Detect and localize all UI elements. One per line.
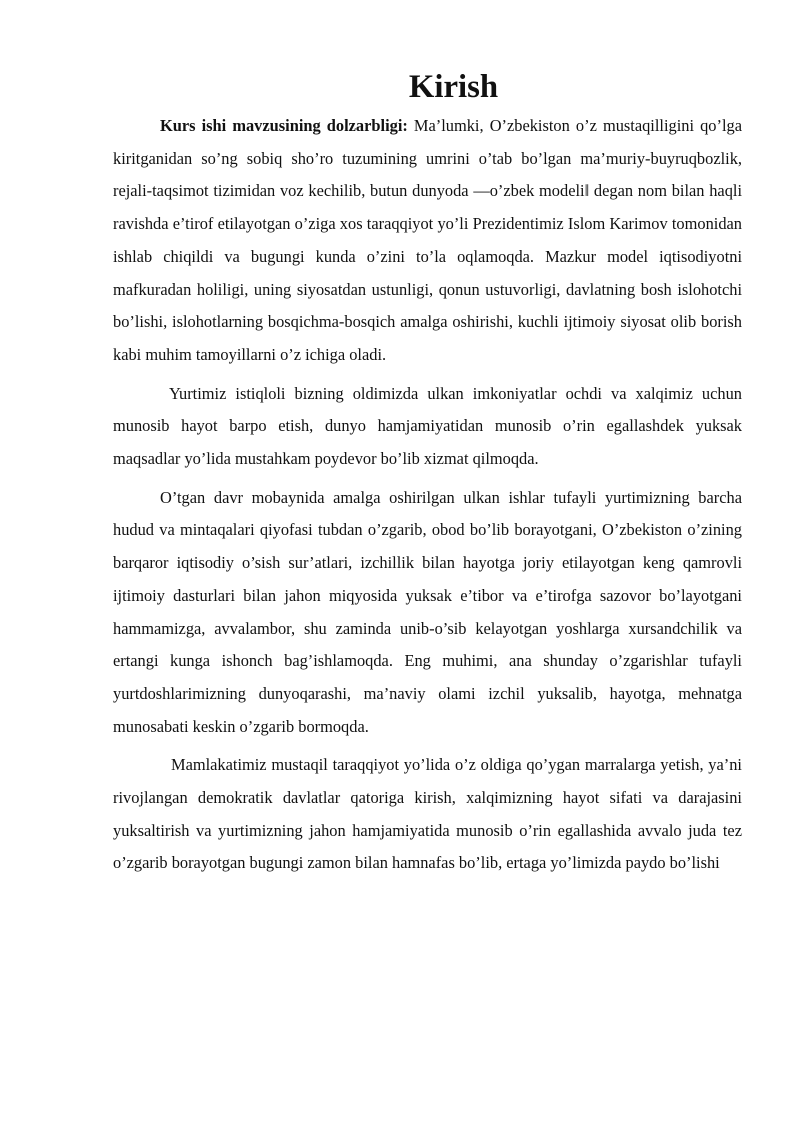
document-page <box>113 70 742 880</box>
paragraph-text: Mamlakatimiz mustaqil taraqqiyot yo’lida o’z oldiga qo’ygan marralarga yetish, ya’ni rivojlangan demokratik davlatlar qatoriga kirish, xalqimizning hayot sifati va darajasini yuksaltirish va yurtimizning jahon hamjamiyatida munosib o’rin egallashida avvalo juda tez o’zgarib borayotgan bugungi zamon bilan hamnafas bo’lib, ertaga yo’limizda paydo bo’lishi <box>113 755 742 873</box>
paragraph-relevance <box>113 110 742 372</box>
paragraph-text: Ma’lumki, O’zbekiston o’z mustaqilligini qo’lga kiritganidan so’ng sobiq sho’ro tuzumining umrini o’tab bo’lgan ma’muriy-buyruqbozlik, rejali-taqsimot tizimidan voz kechilib, butun dunyoda ―o’zbek modeli‖ degan nom bilan haqli ravishda e’tirof etilayotgan o’ziga xos taraqqiyot yo’li Prezidentimiz Islom Karimov tomonidan ishlab chiqildi va bugungi kunda o’zini to’la oqlamoqda. Mazkur model iqtisodiyotni mafkuradan holiligi, uning siyosatdan ustunligi, qonun ustuvorligi, davlatning bosh islohotchi bo’lishi, islohotlarning bosqichma-bosqich amalga oshirishi, kuchli ijtimoiy siyosat olib borish kabi muhim tamoyillarni o’z ichiga oladi. <box>113 116 742 364</box>
paragraph-text: Yurtimiz istiqloli bizning oldimizda ulkan imkoniyatlar ochdi va xalqimiz uchun munosib hayot barpo etish, dunyo hamjamiyatidan munosib o’rin egallashdek yuksak maqsadlar yo’lida mustahkam poydevor bo’lib xizmat qilmoqda. <box>113 383 742 469</box>
document-title: Kirish <box>408 69 499 105</box>
paragraph-independence <box>113 378 742 476</box>
paragraph-development <box>113 749 742 880</box>
paragraph-lead: Kurs ishi mavzusining dolzarbligi: <box>160 116 408 135</box>
paragraph-text: O’tgan davr mobaynida amalga oshirilgan ulkan ishlar tufayli yurtimizning barcha hudud va mintaqalari qiyofasi tubdan o’zgarib, obod bo’lib borayotgani, O’zbekiston o’zining barqaror iqtisodiy o’sish sur’atlari, izchillik bilan hayotga joriy etilayotgan keng qamrovli ijtimoiy dasturlari bilan jahon miqyosida yuksak e’tibor va e’tirofga sazovor bo’layotgani hammamizga, avvalambor, shu zaminda unib-o’sib kelayotgan yoshlarga xursandchilik va ertangi kunga ishonch bag’ishlamoqda. Eng muhimi, ana shunday o’zgarishlar tufayli yurtdoshlarimizning dunyoqarashi, ma’naviy olami izchil yuksalib, hayotga, mehnatga munosabati keskin o’zgarib bormoqda. <box>113 487 742 736</box>
paragraph-achievements <box>113 482 742 744</box>
